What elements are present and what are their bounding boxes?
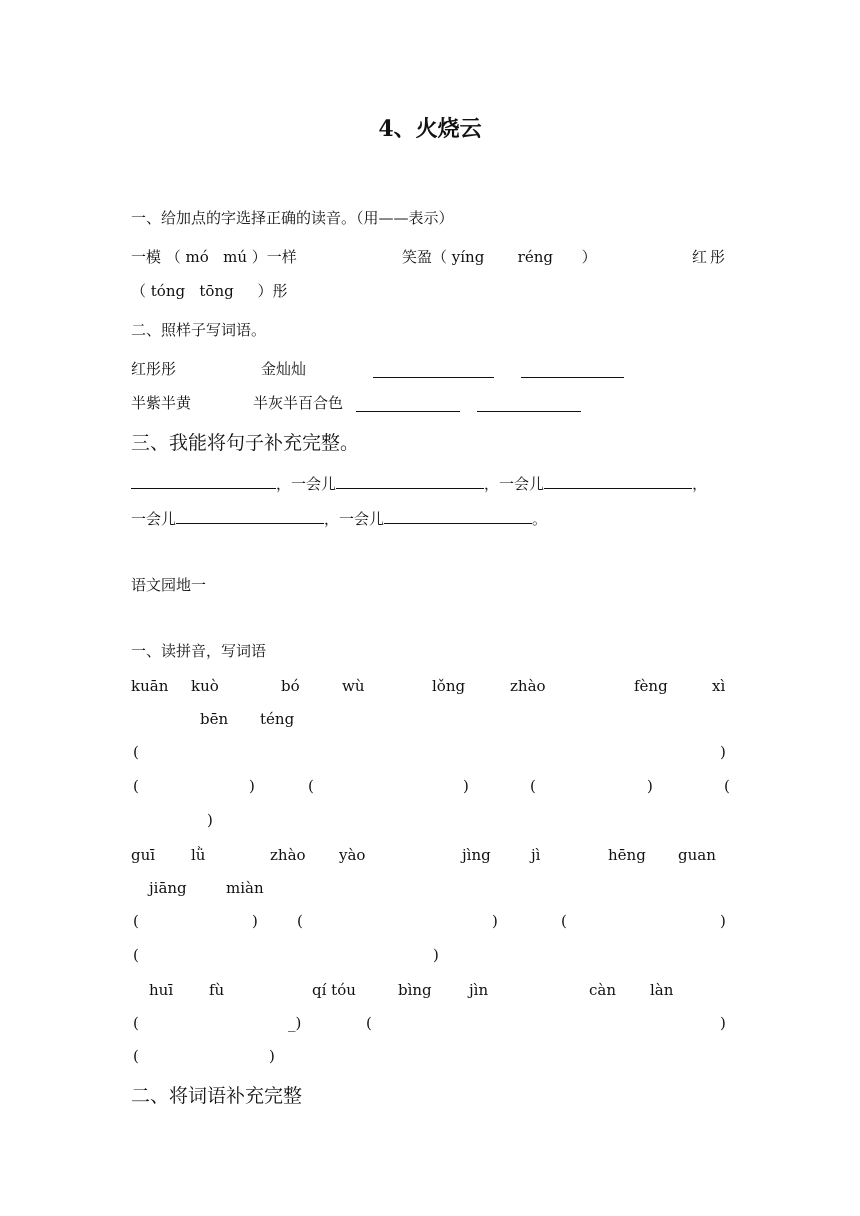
bracket-close: ) xyxy=(249,777,255,795)
bracket-close: ) xyxy=(720,912,726,930)
pinyin: bìng xyxy=(398,981,432,999)
pinyin: miàn xyxy=(226,879,264,897)
pinyin: huī xyxy=(149,981,174,999)
bracket-open: ( xyxy=(561,912,567,930)
pinyin: hēng xyxy=(608,846,646,864)
pinyin: lǜ xyxy=(191,846,206,864)
pinyin: wù xyxy=(342,677,365,695)
bracket-open: ( xyxy=(308,777,314,795)
pinyin: jiāng xyxy=(149,879,187,897)
bracket-close: ) xyxy=(647,777,653,795)
example-word-2: 金灿灿 xyxy=(261,360,307,378)
pinyin: jìn xyxy=(469,981,489,999)
bracket-open: ( xyxy=(366,1014,372,1032)
q3-text-a: 红彤 xyxy=(692,248,729,266)
bracket-open: ( xyxy=(724,777,730,795)
sentence-line-2: 一会儿 ，一会儿 。 xyxy=(131,510,548,528)
section1-heading: 一、给加点的字选择正确的读音。（用——表示） xyxy=(131,209,454,227)
section2-heading: 二、照样子写词语。 xyxy=(131,321,267,339)
pinyin: bēn xyxy=(200,710,229,728)
pinyin: fèng xyxy=(634,677,668,695)
pinyin: jìng xyxy=(462,846,491,864)
pinyin: xì xyxy=(712,677,726,695)
answer-blank[interactable] xyxy=(384,508,532,524)
pinyin: yào xyxy=(339,846,366,864)
pinyin: jì xyxy=(531,846,541,864)
pinyin: qí tóu xyxy=(312,981,356,999)
bracket-close: ) xyxy=(252,912,258,930)
bracket-open: ( xyxy=(133,1014,139,1032)
bracket-open: ( xyxy=(133,1047,139,1065)
page-title: 4、火烧云 xyxy=(378,116,482,142)
answer-blank[interactable] xyxy=(336,473,484,489)
bracket-close: ) xyxy=(433,946,439,964)
answer-blank[interactable] xyxy=(544,473,692,489)
bracket-close: ) xyxy=(720,1014,726,1032)
bracket-open: ( xyxy=(297,912,303,930)
pinyin: fù xyxy=(209,981,225,999)
bracket-close: ) xyxy=(720,743,726,761)
answer-blank[interactable] xyxy=(356,410,460,412)
bracket-open: ( xyxy=(530,777,536,795)
answer-blank[interactable] xyxy=(176,508,324,524)
bracket-close: _) xyxy=(288,1014,302,1032)
pinyin: bó xyxy=(281,677,300,695)
pinyin: zhào xyxy=(510,677,546,695)
pinyin: càn xyxy=(589,981,617,999)
bracket-close: ) xyxy=(269,1047,275,1065)
bracket-open: ( xyxy=(133,912,139,930)
answer-blank[interactable] xyxy=(521,376,624,378)
bracket-open: ( xyxy=(133,743,139,761)
pinyin: guī xyxy=(131,846,156,864)
pinyin: téng xyxy=(260,710,295,728)
bracket-close: ) xyxy=(207,811,213,829)
pinyin: kuò xyxy=(191,677,219,695)
pinyin: guan xyxy=(678,846,716,864)
g1-heading: 一、读拼音，写词语 xyxy=(131,642,267,660)
pinyin: lǒng xyxy=(432,677,466,695)
g2-heading: 二、将词语补充完整 xyxy=(131,1085,303,1107)
example-word-1: 红彤彤 xyxy=(131,360,177,378)
q3-text-b: （ tóng tōng ）彤 xyxy=(131,282,288,300)
sentence-line-1: ，一会儿 ，一会儿 ， xyxy=(131,473,707,494)
answer-blank[interactable] xyxy=(373,376,494,378)
example-word-3: 半紫半黄 xyxy=(131,394,192,412)
bracket-open: ( xyxy=(133,777,139,795)
pinyin: zhào xyxy=(270,846,306,864)
answer-blank[interactable] xyxy=(477,410,581,412)
answer-blank[interactable] xyxy=(131,473,276,489)
example-word-4: 半灰半百合色 xyxy=(253,394,344,412)
bracket-close: ) xyxy=(463,777,469,795)
pinyin: làn xyxy=(650,981,674,999)
q1-text: 一模 （ mó mú ）一样 xyxy=(131,248,297,266)
garden-title: 语文园地一 xyxy=(131,576,207,594)
bracket-open: ( xyxy=(133,946,139,964)
pinyin: kuān xyxy=(131,677,169,695)
section3-heading: 三、我能将句子补充完整。 xyxy=(131,432,360,454)
bracket-close: ) xyxy=(492,912,498,930)
q2-text: 笑盈（ yíng réng ） xyxy=(402,248,597,266)
